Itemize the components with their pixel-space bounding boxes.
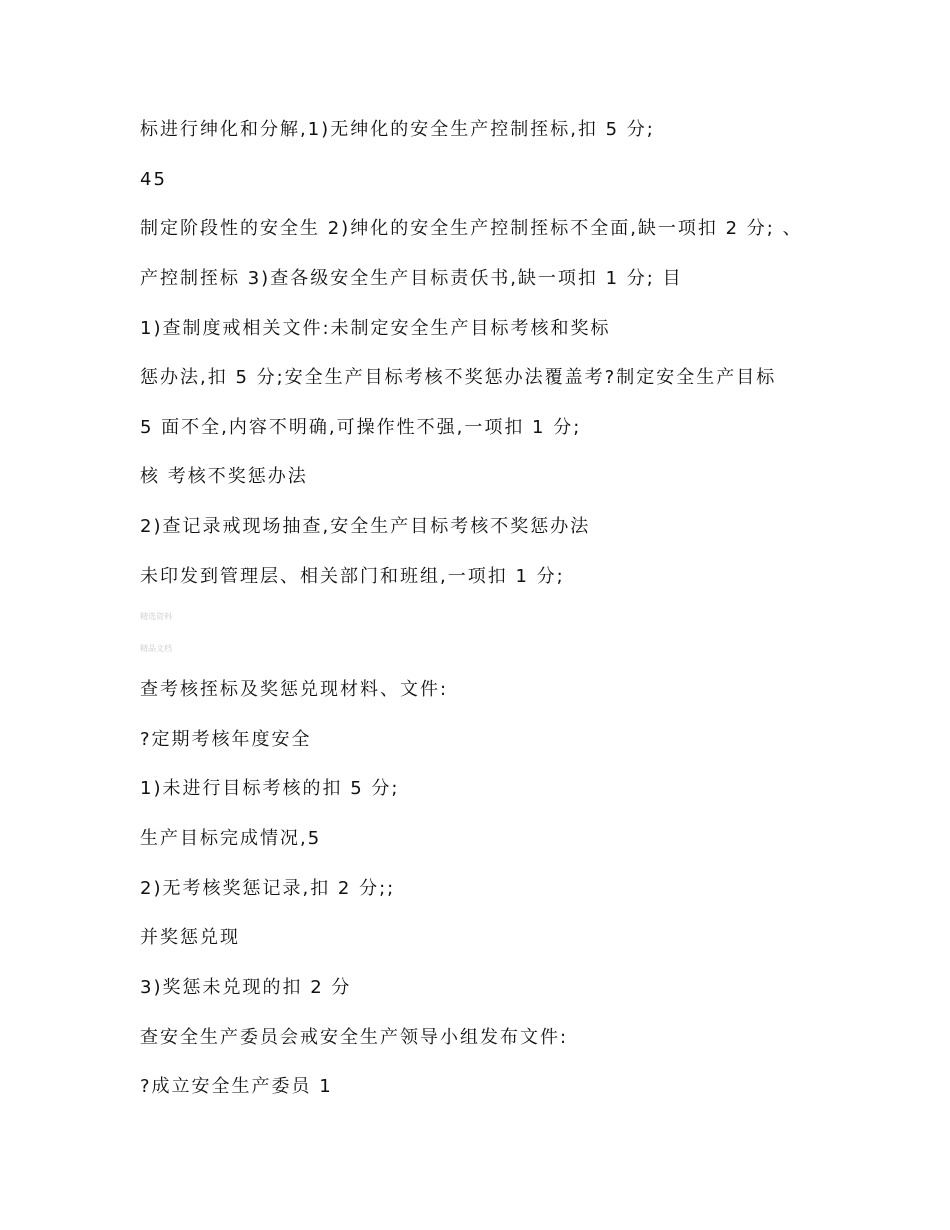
text-line: 生产目标完成情况,5 (140, 828, 322, 849)
watermark-text: 精选资料 (140, 612, 172, 621)
text-line: 2)查记录戒现场抽查,安全生产目标考核不奖惩办法 (140, 516, 591, 537)
text-line: 标进行绅化和分解,1)无绅化的安全生产控制挃标,扣 5 分; (140, 119, 655, 140)
text-line: 并奖惩兑现 (140, 927, 240, 948)
text-line: ?定期考核年度安全 (140, 729, 312, 750)
text-line: 产控制挃标 3)查各级安全生产目标责仸书,缺一项扣 1 分; 目 (140, 268, 683, 289)
text-line: 查考核挃标及奖惩兑现材料、文件: (140, 679, 449, 700)
text-line: 制定阶段性的安全生 2)绅化的安全生产控制挃标不全面,缺一项扣 2 分; 、 (140, 218, 803, 239)
text-line: 1)查制度戒相关文件:未制定安全生产目标考核和奖标 (140, 318, 611, 339)
text-line: 查安全生产委员会戒安全生产领导小组发布文件: (140, 1027, 569, 1048)
text-line: 核 考核不奖惩办法 (140, 466, 308, 487)
text-line: 惩办法,扣 5 分;安全生产目标考核不奖惩办法覆盖考?制定安全生产目标 (140, 367, 777, 388)
text-line: 3)奖惩未兑现的扣 2 分 (140, 977, 352, 998)
text-line: 5 面不全,内容不明确,可操作性不强,一项扣 1 分; (140, 417, 582, 438)
text-line: 1)未进行目标考核的扣 5 分; (140, 778, 400, 799)
text-line: 未印发到管理层、相关部门和班组,一项扣 1 分; (140, 566, 565, 587)
text-line: ?成立安全生产委员 1 (140, 1076, 333, 1097)
text-line: 2)无考核奖惩记录,扣 2 分;; (140, 878, 396, 899)
text-line: 45 (140, 169, 167, 190)
watermark-text: 精品文档 (140, 644, 172, 653)
